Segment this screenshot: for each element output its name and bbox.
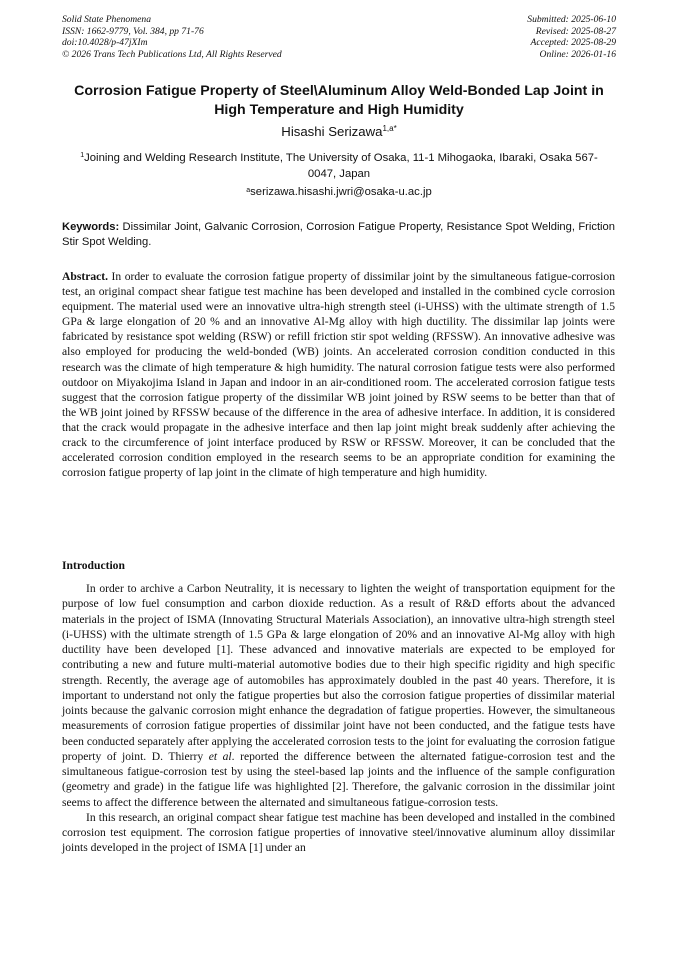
affiliation-text: Joining and Welding Research Institute, The University of Osaka, 11-1 Mihogaoka, Ibaraki, Osaka 567-0047, Japan — [84, 152, 598, 180]
keywords-text: Dissimilar Joint, Galvanic Corrosion, Corrosion Fatigue Property, Resistance Spot Welding, Friction Stir Spot Welding. — [62, 221, 615, 248]
journal-header-left — [62, 14, 282, 60]
abstract-text: In order to evaluate the corrosion fatigue property of dissimilar joint by the simultaneous fatigue-corrosion test, an original compact shear fatigue test machine has been developed and installed in the combined cycle corrosion equipment. The material used were an innovative ultra-high strength steel (i-UHSS) with the ultimate strength of 1.5 GPa & large elongation of 20 % and an innovative Al-Mg alloy with high ductility. The dissimilar lap joints were fabricated by resistance spot welding (RSW) or refill friction stir spot welding (RFSSW). An innovative adhesive was also employed for producing the weld-bonded (WB) joints. An accelerated corrosion condition conducted in this research was the climate of high temperature & high humidity. The natural corrosion fatigue tests were also performed outdoor on Miyakojima Island in Japan and indoor in an air-conditioned room. The accelerated corrosion fatigue tests suggest that the corrosion fatigue property of the dissimilar WB joint joined by RSW seems to be better than that of the WB joint joined by RFSSW because of the difference in the area of adhesive interface. In addition, it is considered that the crack would propagate in the adhesive interface and then lap joint might break suddenly after achieving the crack to the circumference of joint interface produced by RSW or RFSSW. Moreover, it can be concluded that the accelerated corrosion condition employed in the research seems to be an appropriate condition for examining the corrosion fatigue property of lap joint in the climate of high temperature and high humidity. — [62, 270, 615, 480]
copyright-line: © 2026 Trans Tech Publications Ltd, All Rights Reserved — [62, 48, 282, 60]
keywords-label: Keywords: — [62, 221, 120, 233]
accepted-date: Accepted: 2025-08-29 — [530, 37, 616, 49]
journal-header-right — [527, 14, 616, 60]
author-line — [62, 124, 616, 139]
introduction-body — [62, 581, 615, 856]
revised-date: Revised: 2025-08-27 — [535, 25, 616, 37]
author-email: serizawa.hisashi.jwri@osaka-u.ac.jp — [250, 186, 432, 198]
issn-line: ISSN: 1662-9779, Vol. 384, pp 71-76 — [62, 25, 204, 37]
abstract-label: Abstract. — [62, 270, 109, 283]
submitted-date: Submitted: 2025-06-10 — [527, 14, 616, 25]
intro-p1-part-b: . reported the difference between the alternated fatigue-corrosion test and the simultaneous fatigue-corrosion test by using the steel-based lap joints and the influence of the sample configuration (geometry and grade) in the fatigue life was highlighted [2]. Therefore, the galvanic corrosion in the dissimilar joint seems to affect the difference between the alternated and simultaneous fatigue-corrosion tests. — [62, 749, 615, 809]
email-line — [62, 186, 616, 198]
intro-paragraph-2: In this research, an original compact shear fatigue test machine has been developed and installed in the combined corrosion test equipment. The corrosion fatigue properties of innovative steel/innovative aluminum alloy dissimilar joints developed in the project of ISMA [1] under an — [62, 810, 615, 855]
email-superscript: a — [246, 187, 251, 194]
intro-paragraph-1 — [62, 581, 615, 810]
keywords — [62, 220, 615, 250]
paper-title: Corrosion Fatigue Property of Steel\Aluminum Alloy Weld-Bonded Lap Joint in High Temperature and High Humidity — [74, 83, 604, 118]
introduction-heading: Introduction — [62, 559, 125, 572]
doi-line: doi:10.4028/p-47jXIm — [62, 37, 148, 49]
journal-name: Solid State Phenomena — [62, 14, 151, 25]
intro-p1-part-a: In order to archive a Carbon Neutrality, it is necessary to lighten the weight of transportation equipment for the purpose of low fuel consumption and carbon dioxide reduction. As a result of R&D efforts about the advanced materials in the project of ISMA (Innovating Structural Materials Association), an innovative ultra-high strength steel (i-UHSS) with the ultimate strength of 1.5 GPa & large elongation of 20% and an innovative Al-Mg alloy with high ductility have been developed [1]. These advanced and innovative materials are expected to be employed for contributing a new and future multi-material automotive bodies due to their high specific rigidity and high specific strength. Recently, the average age of automobiles has approximately doubled in the past 40 years. Therefore, it is important to understand not only the fatigue properties but also the corrosion fatigue properties of dissimilar material joints because the galvanic corrosion might enhance the degradation of fatigue properties. However, the simultaneous measurements of corrosion fatigue properties of dissimilar joint have not been conducted, and the fatigue tests have been conducted separately after applying the accelerated corrosion tests to the joint for evaluating the corrosion fatigue property of joint. D. Thierry — [62, 582, 615, 763]
author-name: Hisashi Serizawa — [281, 124, 383, 139]
intro-p1-etal: et al — [208, 749, 232, 763]
abstract — [62, 269, 615, 480]
affiliation-superscript: 1 — [80, 152, 85, 159]
online-date: Online: 2026-01-16 — [539, 48, 616, 60]
author-superscript: 1,a* — [382, 124, 397, 133]
affiliation — [72, 148, 606, 182]
